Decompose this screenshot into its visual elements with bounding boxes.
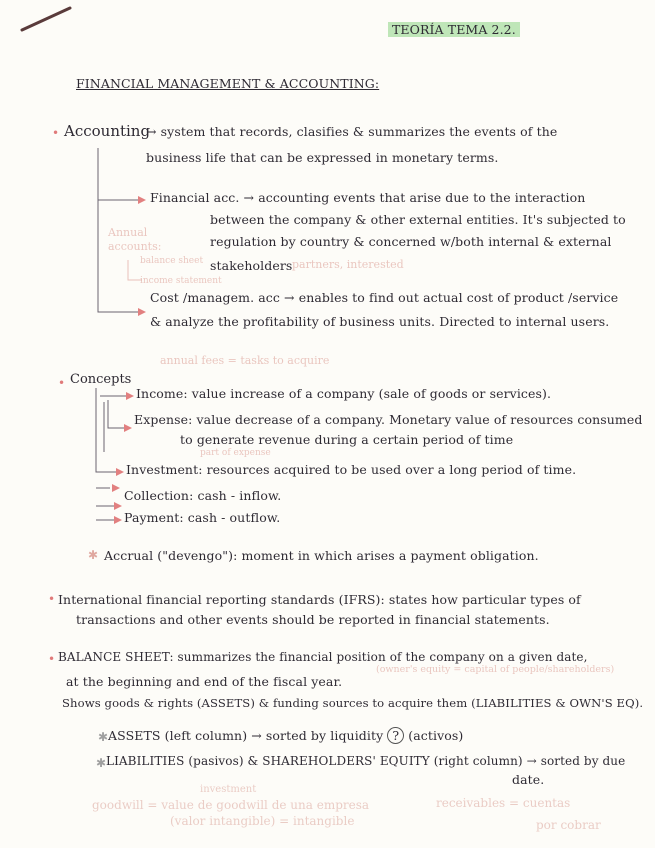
side-annual: Annual [108,226,148,239]
faint-investment: investment [200,784,257,795]
accounting-def-1: → system that records, clasifies & summarizes the events of the [146,124,558,139]
faint-expense: part of expense [200,448,271,458]
balance-def-2: at the beginning and end of the fiscal year. [66,674,343,689]
bullet-dot: • [48,592,56,606]
ifrs-def-2: transactions and other events should be reported in financial statements. [76,612,550,627]
expense-def-1: Expense: value decrease of a company. Monetary value of resources consumed [134,412,643,427]
income-def: Income: value increase of a company (sale of goods or services). [136,386,552,401]
concepts-term: Concepts [70,372,132,387]
payment-def: Payment: cash - outflow. [124,510,281,525]
financial-acc-2: between the company & other external entities. It's subjected to [210,212,626,227]
side-accounts: accounts: [108,240,162,253]
financial-acc-3: regulation by country & concerned w/both internal & external [210,234,612,249]
cost-acc-2: & analyze the profitability of business units. Directed to internal users. [150,314,610,329]
accrual-def: Accrual ("devengo"): moment in which arises a payment obligation. [104,548,539,563]
financial-acc-4: stakeholders [210,258,293,273]
side-income: income statement [140,276,222,286]
expense-def-2: to generate revenue during a certain period of time [180,432,514,447]
balance-def-1: BALANCE SHEET: summarizes the financial position of the company on a given date, [58,650,588,664]
assets-line: ASSETS (left column) → sorted by liquidity ? (activos) [108,728,464,743]
faint-equity: (owner's equity = capital of people/shareholders) [376,664,615,675]
pen-icon [18,4,78,34]
bullet-dot: • [48,652,56,666]
topic-tag: TEORÍA TEMA 2.2. [388,22,520,37]
question-mark-icon: ? [387,727,404,744]
ifrs-def-1: International financial reporting standards (IFRS): states how particular types of [58,592,581,607]
page-title: FINANCIAL MANAGEMENT & ACCOUNTING: [76,76,380,91]
bullet-star: ✱ [88,548,99,562]
liabilities-line-1: LIABILITIES (pasivos) & SHAREHOLDERS' EQUITY (right column) → sorted by due [106,754,626,768]
cost-acc-1: Cost /managem. acc → enables to find out actual cost of product /service [150,290,619,305]
bullet-dot: • [58,376,66,390]
side-balance: balance sheet [140,256,204,266]
faint-por-cobrar: por cobrar [536,818,601,832]
faint-intangible: (valor intangible) = intangible [170,814,355,828]
balance-def-3: Shows goods & rights (ASSETS) & funding sources to acquire them (LIABILITIES & OWN'S EQ). [62,696,644,710]
accounting-term: Accounting [64,122,151,140]
bullet-dot: • [52,126,60,140]
accounting-def-2: business life that can be expressed in monetary terms. [146,150,499,165]
liabilities-line-2: date. [512,772,545,787]
financial-acc-1: Financial acc. → accounting events that arise due to the interaction [150,190,586,205]
faint-receivables: receivables = cuentas [436,796,571,810]
investment-def: Investment: resources acquired to be used over a long period of time. [126,462,577,477]
bullet-star: ✱ [98,730,109,744]
bullet-star: ✱ [96,756,107,770]
collection-def: Collection: cash - inflow. [124,488,282,503]
faint-fees: annual fees = tasks to acquire [160,354,330,367]
faint-goodwill: goodwill = value de goodwill de una empresa [92,798,370,812]
faint-partners: partners, interested [292,258,404,271]
